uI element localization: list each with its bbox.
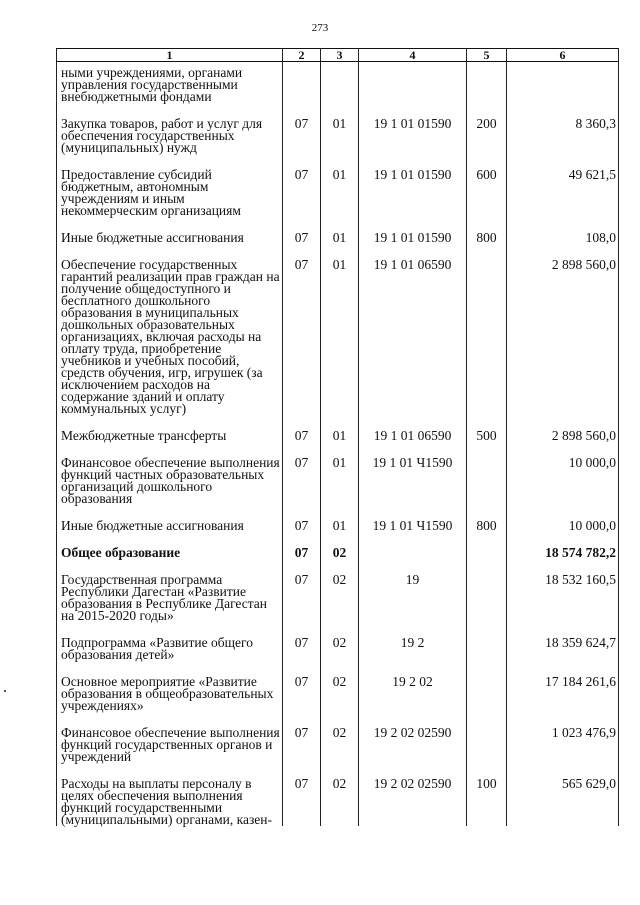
row-expense-type: 100 <box>467 775 507 826</box>
row-section: 07 <box>283 571 321 634</box>
row-amount: 2 898 560,0 <box>507 256 619 427</box>
table-row <box>57 427 619 454</box>
row-target-code: 19 2 02 02590 <box>359 775 467 826</box>
row-target-code: 19 1 01 01590 <box>359 115 467 166</box>
row-target-code: 19 1 01 Ч1590 <box>359 454 467 517</box>
row-section: 07 <box>283 634 321 673</box>
row-expense-type <box>467 454 507 517</box>
row-section: 07 <box>283 517 321 544</box>
row-amount: 108,0 <box>507 229 619 256</box>
table-row <box>57 673 619 724</box>
row-section: 07 <box>283 427 321 454</box>
row-target-code <box>359 62 467 116</box>
row-amount <box>507 62 619 116</box>
row-amount: 8 360,3 <box>507 115 619 166</box>
row-expense-type <box>467 544 507 571</box>
page-number: 273 <box>311 22 329 34</box>
row-section: 07 <box>283 673 321 724</box>
row-amount: 18 574 782,2 <box>507 544 619 571</box>
row-amount: 565 629,0 <box>507 775 619 826</box>
row-name: Иные бюджетные ассигнования <box>57 229 283 256</box>
row-section: 07 <box>283 115 321 166</box>
row-expense-type: 800 <box>467 229 507 256</box>
table-row <box>57 454 619 517</box>
budget-table <box>56 48 619 826</box>
row-subsection: 02 <box>321 673 359 724</box>
row-name: Подпрограмма «Развитие общего образования детей» <box>57 634 283 673</box>
row-subsection: 01 <box>321 454 359 517</box>
row-target-code: 19 1 01 06590 <box>359 427 467 454</box>
row-target-code: 19 1 01 Ч1590 <box>359 517 467 544</box>
row-subsection: 01 <box>321 166 359 229</box>
row-name: Общее образование <box>57 544 283 571</box>
row-target-code: 19 1 01 06590 <box>359 256 467 427</box>
row-name: ными учреждениями, органами управления государственными внебюджетными фондами <box>57 62 283 116</box>
row-section: 07 <box>283 166 321 229</box>
row-name: Расходы на выплаты персоналу в целях обеспечения выполнения функций государственными (муниципальными) органами, казен- <box>57 775 283 826</box>
table-row <box>57 571 619 634</box>
column-header-2: 2 <box>283 49 321 62</box>
table-row <box>57 517 619 544</box>
row-name: Предоставление субсидий бюджетным, автономным учреждениям и иным некоммерческим организациям <box>57 166 283 229</box>
column-header-5: 5 <box>467 49 507 62</box>
row-amount: 1 023 476,9 <box>507 724 619 775</box>
row-section: 07 <box>283 229 321 256</box>
row-subsection: 01 <box>321 229 359 256</box>
row-amount: 49 621,5 <box>507 166 619 229</box>
row-subsection: 02 <box>321 724 359 775</box>
row-subsection: 02 <box>321 571 359 634</box>
table-header-row <box>57 49 619 62</box>
row-section: 07 <box>283 256 321 427</box>
row-name: Иные бюджетные ассигнования <box>57 517 283 544</box>
row-subsection: 02 <box>321 634 359 673</box>
row-expense-type <box>467 724 507 775</box>
row-name: Государственная программа Республики Дагестан «Развитие образования в Республике Дагестан на 2015-2020 годы» <box>57 571 283 634</box>
row-name: Обеспечение государственных гарантий реализации прав граждан на получение общедоступного и бесплатного дошкольного образования в муниципальных дошкольных образовательных организациях, включая расходы на оплату труда, приобретение учебников и учебных пособий, средств обучения, игр, игрушек (за исключением расходов на содержание зданий и оплату коммунальных услуг) <box>57 256 283 427</box>
row-subsection <box>321 62 359 116</box>
row-amount: 10 000,0 <box>507 454 619 517</box>
row-amount: 10 000,0 <box>507 517 619 544</box>
row-amount: 17 184 261,6 <box>507 673 619 724</box>
row-name: Финансовое обеспечение выполнения функций частных образовательных организаций дошкольного образования <box>57 454 283 517</box>
row-expense-type <box>467 256 507 427</box>
table-row <box>57 166 619 229</box>
row-subsection: 01 <box>321 517 359 544</box>
row-subsection: 01 <box>321 427 359 454</box>
row-target-code: 19 2 02 02590 <box>359 724 467 775</box>
row-section: 07 <box>283 544 321 571</box>
row-expense-type <box>467 62 507 116</box>
row-target-code: 19 2 02 <box>359 673 467 724</box>
table-row-section-total <box>57 544 619 571</box>
row-section: 07 <box>283 724 321 775</box>
row-section <box>283 62 321 116</box>
row-target-code: 19 1 01 01590 <box>359 229 467 256</box>
row-name: Основное мероприятие «Развитие образования в общеобразовательных учреждениях» <box>57 673 283 724</box>
row-subsection: 02 <box>321 775 359 826</box>
row-subsection: 02 <box>321 544 359 571</box>
table-row <box>57 634 619 673</box>
row-amount: 18 532 160,5 <box>507 571 619 634</box>
table-row <box>57 724 619 775</box>
row-subsection: 01 <box>321 115 359 166</box>
row-target-code: 19 1 01 01590 <box>359 166 467 229</box>
row-subsection: 01 <box>321 256 359 427</box>
column-header-1: 1 <box>57 49 283 62</box>
row-target-code <box>359 544 467 571</box>
table-row <box>57 775 619 826</box>
row-section: 07 <box>283 454 321 517</box>
row-target-code: 19 2 <box>359 634 467 673</box>
column-header-4: 4 <box>359 49 467 62</box>
table-row <box>57 115 619 166</box>
column-header-6: 6 <box>507 49 619 62</box>
table-row <box>57 229 619 256</box>
margin-mark <box>4 690 6 692</box>
row-expense-type: 200 <box>467 115 507 166</box>
row-expense-type <box>467 571 507 634</box>
table-row <box>57 256 619 427</box>
row-expense-type: 600 <box>467 166 507 229</box>
row-name: Закупка товаров, работ и услуг для обеспечения государственных (муниципальных) нужд <box>57 115 283 166</box>
column-header-3: 3 <box>321 49 359 62</box>
row-name: Финансовое обеспечение выполнения функций государственных органов и учреждений <box>57 724 283 775</box>
row-expense-type: 500 <box>467 427 507 454</box>
row-expense-type: 800 <box>467 517 507 544</box>
row-amount: 18 359 624,7 <box>507 634 619 673</box>
row-amount: 2 898 560,0 <box>507 427 619 454</box>
table-row <box>57 62 619 116</box>
row-name: Межбюджетные трансферты <box>57 427 283 454</box>
row-target-code: 19 <box>359 571 467 634</box>
row-expense-type <box>467 673 507 724</box>
row-expense-type <box>467 634 507 673</box>
row-section: 07 <box>283 775 321 826</box>
